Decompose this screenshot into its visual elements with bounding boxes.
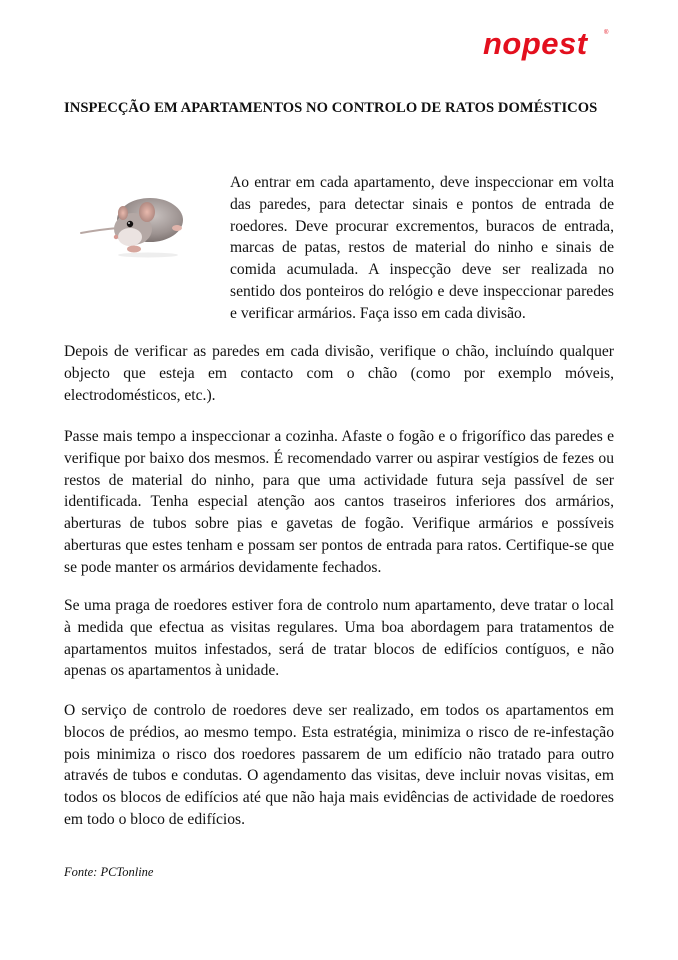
brand-name: nopest (483, 26, 588, 61)
nopest-logo-mark (483, 24, 613, 64)
source-citation: Fonte: PCTonline (64, 865, 154, 879)
paragraph-rodent-control-service: O serviço de controlo de roedores deve ser realizado, em todos os apartamentos em blocos de prédios, ao mesmo tempo. Esta estratégia, minimiza o risco de re-infestação pois minimiza o risco dos roedores passarem de um edifício não tratado para outro através de tubos e condutas. O agendamento das visitas, deve incluir novas visitas, em todos os blocos de edifícios até que não haja mais evidências de actividade de roedores em todo o bloco de edifícios. (64, 702, 614, 828)
paragraph-inspection-kitchen: Passe mais tempo a inspeccionar a cozinha. Afaste o fogão e o frigorífico das paredes e verifique por baixo dos mesmos. É recomendado varrer ou aspirar vestígios de fezes ou restos de material do ninho, para que uma actividade futura seja passível de ser identificada. Tenha especial atenção aos cantos traseiros inferiores dos armários, aberturas de tubos sobre pias e gavetas de fogão. Verifique armários e possíveis aberturas que estes tenham e possam ser pontos de entrada para ratos. Certifique-se que se pode manter os armários devidamente fechados. (64, 428, 614, 576)
paragraph-inspection-floor: Depois de verificar as paredes em cada divisão, verifique o chão, incluíndo qualquer objecto que esteja em contacto com o chão (como por exemplo móveis, electrodomésticos, etc.). (64, 343, 614, 404)
document-title: INSPECÇÃO EM APARTAMENTOS NO CONTROLO DE RATOS DOMÉSTICOS (64, 100, 598, 116)
registered-mark: ® (604, 30, 609, 36)
paragraph-infestation-treatment: Se uma praga de roedores estiver fora de controlo num apartamento, deve tratar o local à medida que efectua as visitas regulares. Uma boa abordagem para tratamentos de apartamentos muitos infestados, será de tratar blocos de edifícios contíguos, e não apenas os apartamentos à unidade. (64, 597, 614, 680)
mouse-icon (78, 185, 193, 260)
paragraph-inspection-walls: Ao entrar em cada apartamento, deve inspeccionar em volta das paredes, para detectar sinais e pontos de entrada de roedores. Deve procurar excrementos, buracos de entrada, marcas de patas, restos de material do ninho e sinais de comida acumulada. A inspecção deve ser realizada no sentido dos ponteiros do relógio e deve inspeccionar paredes e verificar armários. Faça isso em cada divisão. (230, 174, 614, 322)
mouse-image (78, 185, 193, 260)
nopest-logo (483, 24, 613, 64)
